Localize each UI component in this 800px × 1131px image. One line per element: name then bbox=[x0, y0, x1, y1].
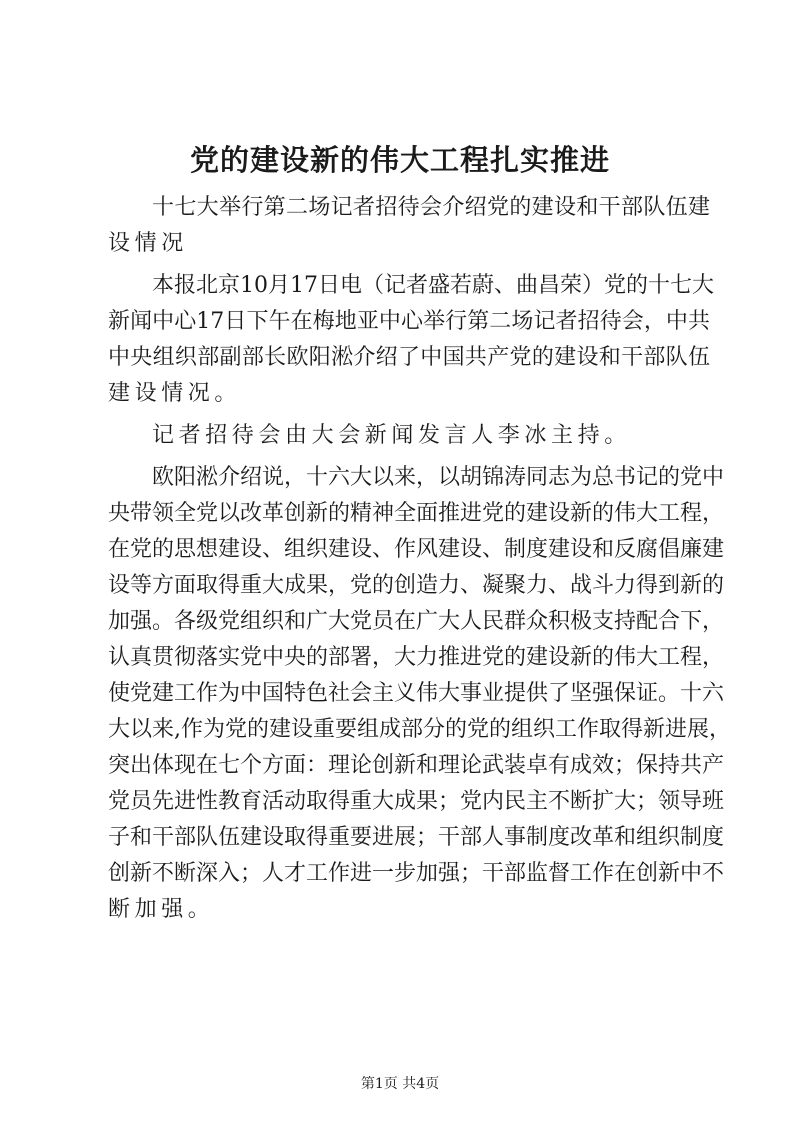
text-line: 设情况 bbox=[108, 231, 188, 256]
text-line: 突出体现在七个方面：理论创新和理论武装卓有成效；保持共产 bbox=[108, 753, 725, 778]
text-line: 子和干部队伍建设取得重要进展；干部人事制度改革和组织制度 bbox=[108, 825, 725, 850]
text-line: 使党建工作为中国特色社会主义伟大事业提供了坚强保证。十六 bbox=[108, 681, 725, 706]
text-line: 央带领全党以改革创新的精神全面推进党的建设新的伟大工程， bbox=[108, 501, 725, 526]
page-footer: 第1页 共4页 bbox=[360, 1076, 440, 1092]
paragraph bbox=[108, 460, 731, 928]
text-line: 认真贯彻落实党中央的部署，大力推进党的建设新的伟大工程， bbox=[108, 645, 725, 670]
text-line: 党员先进性教育活动取得重大成果；党内民主不断扩大；领导班 bbox=[108, 789, 725, 814]
text-line: 断加强。 bbox=[108, 897, 215, 922]
text-line: 欧阳淞介绍说，十六大以来，以胡锦涛同志为总书记的党中 bbox=[152, 465, 725, 490]
document-body bbox=[108, 190, 731, 934]
text-line: 在党的思想建设、组织建设、作风建设、制度建设和反腐倡廉建 bbox=[108, 537, 725, 562]
document-title: 党的建设新的伟大工程扎实推进 bbox=[189, 143, 610, 177]
paragraph bbox=[108, 268, 714, 412]
text-line: 新闻中心17日下午在梅地亚中心举行第二场记者招待会，中共 bbox=[108, 309, 710, 334]
paragraph bbox=[108, 418, 710, 454]
text-line: 创新不断深入；人才工作进一步加强；干部监督工作在创新中不 bbox=[108, 861, 725, 886]
text-line: 设等方面取得重大成果，党的创造力、凝聚力、战斗力得到新的 bbox=[108, 573, 725, 598]
text-line: 本报北京10月17日电（记者盛若蔚、曲昌荣）党的十七大 bbox=[152, 273, 714, 298]
text-line: 建设情况。 bbox=[108, 381, 242, 406]
text-line: 大以来,作为党的建设重要组成部分的党的组织工作取得新进展， bbox=[108, 717, 731, 742]
text-line: 中央组织部副部长欧阳淞介绍了中国共产党的建设和干部队伍 bbox=[108, 345, 710, 370]
text-line: 加强。各级党组织和广大党员在广大人民群众积极支持配合下， bbox=[108, 609, 725, 634]
text-line: 记者招待会由大会新闻发言人李冰主持。 bbox=[152, 423, 631, 448]
text-line: 十七大举行第二场记者招待会介绍党的建设和干部队伍建 bbox=[152, 195, 710, 220]
paragraph bbox=[108, 190, 710, 262]
